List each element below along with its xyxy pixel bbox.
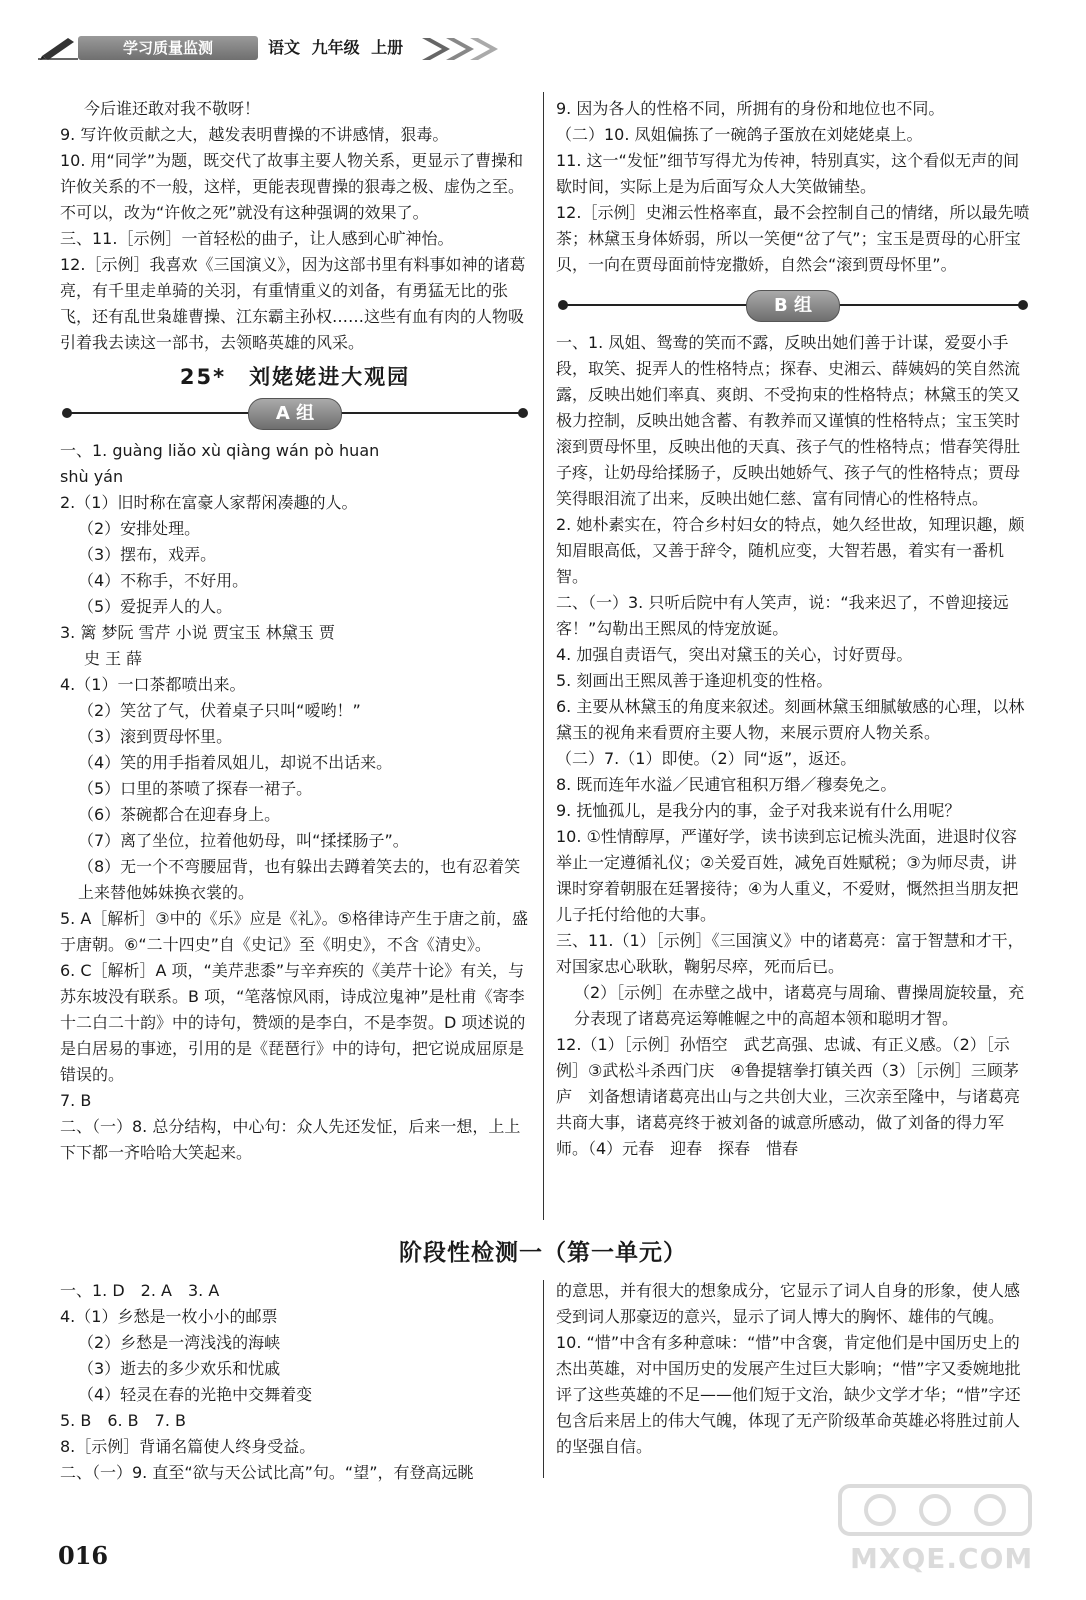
answer-line: （二）7.（1）即使。（2）同“返”，返还。 bbox=[556, 749, 857, 768]
answer-line: （6）茶碗都合在迎春身上。 bbox=[78, 805, 281, 824]
answer-line: 5. A［解析］③中的《乐》应是《礼》。⑤格律诗产生于唐之前，盛于唐朝。⑥“二十四史”自《史记》至《明史》，不含《清史》。 bbox=[60, 909, 528, 954]
answer-line: （8）无一个不弯腰屈背，也有躲出去蹲着笑去的，也有忍着笑上来替他姊妹换衣裳的。 bbox=[78, 857, 521, 902]
answer-line: 4.（1）乡愁是一枚小小的邮票 bbox=[60, 1307, 278, 1326]
answer-line: （2）［示例］在赤壁之战中，诸葛亮与周瑜、曹操周旋较量，充分表现了诸葛亮运筹帷幄之中的高超本领和聪明才智。 bbox=[574, 983, 1025, 1028]
answer-line: 今后谁还敢对我不敬呀！ bbox=[84, 99, 261, 118]
answer-line: shù yán bbox=[60, 467, 124, 486]
pen-icon bbox=[38, 34, 82, 60]
answer-line: 一、1. 凤姐、鸳鸯的笑而不露，反映出她们善于计谋，爱耍小手段，取笑、捉弄人的性格特点；探春、史湘云、薛姨妈的笑自然流露，反映出她们率真、爽朗、不受拘束的性格特点；林黛玉的笑又极力控制，反映出她含蓄、有教养而又谨慎的性格特点；宝玉笑时滚到贾母怀里，反映出他的天真、孩子气的性格特点；惜春笑得肚子疼，让奶母给揉肠子，反映出她娇气、孩子气的性格特点；贾母笑得眼泪流了出来，反映出她仁慈、富有同情心的性格特点。 bbox=[556, 333, 1021, 508]
answer-line: 4.（1）一口茶都喷出来。 bbox=[60, 675, 246, 694]
group-b-bar bbox=[556, 288, 1030, 322]
answer-line: （二）10. 凤姐偏拣了一碗鸽子蛋放在刘姥姥桌上。 bbox=[556, 125, 923, 144]
answer-line: （2）安排处理。 bbox=[78, 519, 201, 538]
answer-line: （3）滚到贾母怀里。 bbox=[78, 727, 233, 746]
answer-line: 三、11.［示例］一首轻松的曲子，让人感到心旷神怡。 bbox=[60, 229, 454, 248]
right-column bbox=[556, 96, 1030, 1162]
answer-line: 11. 这一“发怔”细节写得尤为传神，特别真实，这个看似无声的间歇时间，实际上是为后面写众人大笑做铺垫。 bbox=[556, 151, 1020, 196]
lesson-title: 25* 刘姥姥进大观园 bbox=[179, 365, 411, 389]
answer-line: 史 王 薛 bbox=[84, 649, 143, 668]
answer-line: 5. B 6. B 7. B bbox=[60, 1411, 186, 1430]
answer-line: 4. 加强自责语气，突出对黛玉的关心，讨好贾母。 bbox=[556, 645, 913, 664]
answer-line: （4）笑的用手指着凤姐儿，却说不出话来。 bbox=[78, 753, 393, 772]
answer-line: 9. 写许攸贡献之大，越发表明曹操的不讲感情，狠毒。 bbox=[60, 125, 449, 144]
answer-line: 12.［示例］史湘云性格率直，最不会控制自己的情绪，所以最先喷茶；林黛玉身体娇弱，所以一笑便“岔了气”；宝玉是贾母的心肝宝贝，一向在贾母面前恃宠撒娇，自然会“滚到贾母怀里”。 bbox=[556, 203, 1030, 274]
answer-line: （5）口里的茶喷了探春一裙子。 bbox=[78, 779, 313, 798]
answer-line: 10. “惜”中含有多种意味：“惜”中含褒，肯定他们是中国历史上的杰出英雄，对中国历史的发展产生过巨大影响；“惜”字又委婉地批评了这些英雄的不足——他们短于文治，缺少文学才华；“惜”字还包含后来居上的伟大气魄，体现了无产阶级革命英雄必将胜过前人的坚强自信。 bbox=[556, 1333, 1021, 1456]
bottom-right-column bbox=[556, 1278, 1030, 1460]
answer-line: 3. 篱 梦阮 雪芹 小说 贾宝玉 林黛玉 贾 bbox=[60, 623, 335, 642]
answer-line: 2.（1）旧时称在富豪人家帮闲凑趣的人。 bbox=[60, 493, 358, 512]
answer-line: （7）离了坐位，拉着他奶母，叫“揉揉肠子”。 bbox=[78, 831, 409, 850]
answer-line: 5. 刻画出王熙凤善于逢迎机变的性格。 bbox=[556, 671, 833, 690]
answer-line: 12.［示例］我喜欢《三国演义》，因为这部书里有料事如神的诸葛亮，有千里走单骑的关羽，有重情重义的刘备，有勇猛无比的张飞，还有乱世枭雄曹操、江东霸主孙权……这些有血有肉的人物吸引着我去读这一部书，去领略英雄的风采。 bbox=[60, 255, 526, 352]
group-a-bar bbox=[60, 396, 530, 430]
answer-line: 三、11.（1）［示例］《三国演义》中的诸葛亮：富于智慧和才干，对国家忠心耿耿，鞠躬尽瘁，死而后已。 bbox=[556, 931, 1024, 976]
answer-line: 2. 她朴素实在，符合乡村妇女的特点，她久经世故，知理识趣，颇知眉眼高低，又善于辞令，随机应变，大智若愚，着实有一番机智。 bbox=[556, 515, 1025, 586]
watermark-icon bbox=[820, 1480, 1050, 1540]
answer-line: 6. C［解析］A 项，“美芹悲黍”与辛弃疾的《美芹十论》有关，与苏东坡没有联系。B 项，“笔落惊风雨，诗成泣鬼神”是杜甫《寄李十二白二十韵》中的诗句，赞颂的是李白，不是李贺。D 项述说的是白居易的事迹，引用的是《琵琶行》中的诗句，把它说成屈原是错误的。 bbox=[60, 961, 526, 1084]
subject-meta: 语文 九年级 上册 bbox=[268, 38, 404, 57]
group-b-label: B 组 bbox=[746, 290, 840, 322]
answer-line: 9. 因为各人的性格不同，所拥有的身份和地位也不同。 bbox=[556, 99, 945, 118]
answer-line: 8. 既而连年水溢／民逋官租积万缗／穆奏免之。 bbox=[556, 775, 897, 794]
answer-line: 一、1. D 2. A 3. A bbox=[60, 1281, 220, 1300]
answer-line: 10. 用“同学”为题，既交代了故事主要人物关系，更显示了曹操和许攸关系的不一般，这样，更能表现曹操的狠毒之极、虚伪之至。不可以，改为“许攸之死”就没有这种强调的效果了。 bbox=[60, 151, 525, 222]
group-a-label: A 组 bbox=[248, 398, 342, 430]
watermark-text: MXQE.COM bbox=[850, 1542, 1034, 1575]
answer-line: 8.［示例］背诵名篇使人终身受益。 bbox=[60, 1437, 316, 1456]
column-divider bbox=[543, 92, 544, 1220]
column-divider-bottom bbox=[543, 1280, 544, 1478]
answer-line: 7. B bbox=[60, 1091, 92, 1110]
answer-line: 9. 抚恤孤儿，是我分内的事，金子对我来说有什么用呢？ bbox=[556, 801, 961, 820]
section-title: 阶段性检测一（第一单元） bbox=[399, 1240, 687, 1266]
left-column bbox=[60, 96, 530, 1166]
answer-line: 二、（一）8. 总分结构，中心句：众人先还发怔，后来一想，上上下下都一齐哈哈大笑起来。 bbox=[60, 1117, 521, 1162]
bottom-left-column bbox=[60, 1278, 530, 1486]
answer-line: 二、（一）9. 直至“欲与天公试比高”句。“望”，有登高远眺 bbox=[60, 1463, 474, 1482]
watermark-logo bbox=[820, 1480, 1050, 1580]
answer-line: 的意思，并有很大的想象成分，它显示了词人自身的形象，使人感受到词人那豪迈的意兴，显示了词人博大的胸怀、雄伟的气魄。 bbox=[556, 1281, 1021, 1326]
answer-line: 10. ①性情醇厚，严谨好学，读书读到忘记梳头洗面，进退时仪容举止一定遵循礼仪；②关爱百姓，减免百姓赋税；③为师尽责，讲课时穿着朝服在廷署接待；④为人重义，不爱财，慨然担当朋友把儿子托付给他的大事。 bbox=[556, 827, 1019, 924]
answer-line: （5）爱捉弄人的人。 bbox=[78, 597, 233, 616]
answer-line: （2）笑岔了气，伏着桌子只叫“嗳哟！” bbox=[78, 701, 361, 720]
answer-line: （4）不称手，不好用。 bbox=[78, 571, 249, 590]
answer-line: 一、1. guàng liǎo xù qiàng wán pò huan bbox=[60, 441, 380, 460]
answer-line: （2）乡愁是一湾浅浅的海峡 bbox=[78, 1333, 281, 1352]
answer-line: （4）轻灵在春的光艳中交舞着变 bbox=[78, 1385, 313, 1404]
answer-line: 二、（一）3. 只听后院中有人笑声，说：“我来迟了，不曾迎接远客！”勾勒出王熙凤的恃宠放诞。 bbox=[556, 593, 1009, 638]
answer-line: （3）摆布，戏弄。 bbox=[78, 545, 217, 564]
answer-line: （3）逝去的多少欢乐和忧戚 bbox=[78, 1359, 281, 1378]
chevrons-icon bbox=[420, 36, 500, 62]
answer-line: 12.（1）［示例］孙悟空 武艺高强、忠诚、有正义感。（2）［示例］③武松斗杀西门庆 ④鲁提辖拳打镇关西（3）［示例］三顾茅庐 刘备想请诸葛亮出山与之共创大业，三次亲至隆中，与诸葛亮共商大事，诸葛亮终于被刘备的诚意所感动，做了刘备的得力军师。（4）元春 迎春 探春 惜春 bbox=[556, 1035, 1021, 1158]
page-number: 016 bbox=[58, 1541, 109, 1570]
page-header bbox=[38, 30, 468, 64]
series-tag: 学习质量监测 bbox=[78, 36, 258, 60]
answer-line: 6. 主要从林黛玉的角度来叙述。刻画林黛玉细腻敏感的心理，以林黛玉的视角来看贾府主要人物，来展示贾府人物关系。 bbox=[556, 697, 1025, 742]
